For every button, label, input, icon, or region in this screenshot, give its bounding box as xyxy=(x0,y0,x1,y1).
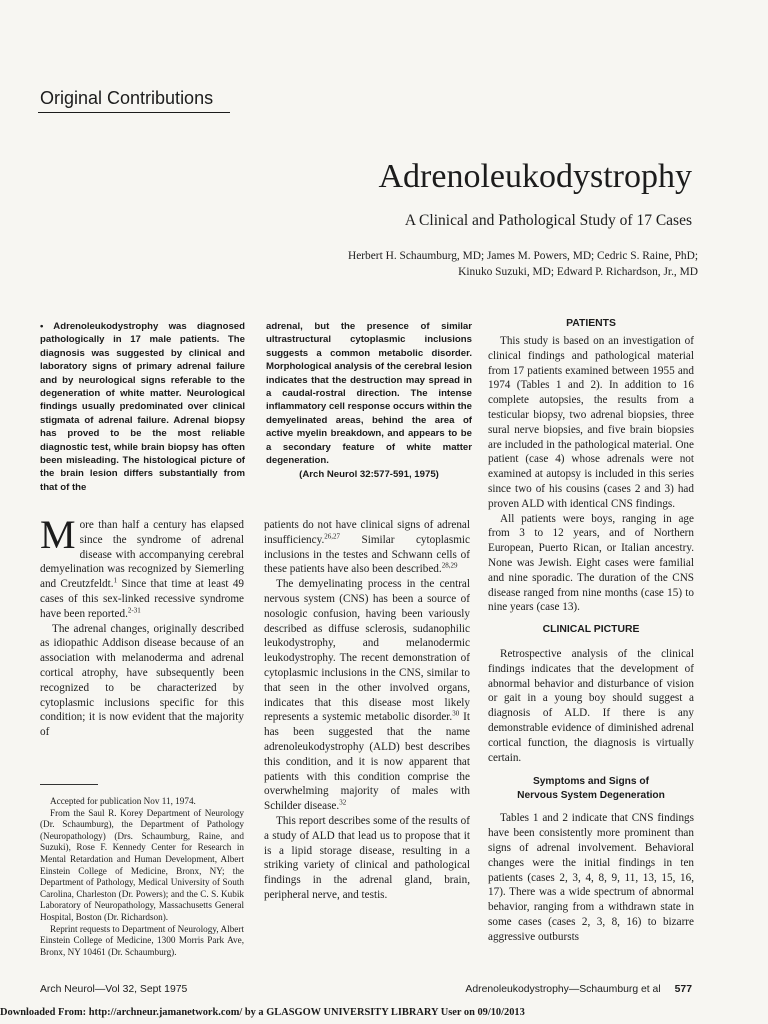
section-rule xyxy=(38,112,230,113)
abstract-citation: (Arch Neurol 32:577-591, 1975) xyxy=(299,469,439,481)
footer-journal: Arch Neurol—Vol 32, Sept 1975 xyxy=(40,984,188,995)
heading-patients: PATIENTS xyxy=(566,318,616,329)
section-label: Original Contributions xyxy=(40,88,214,108)
body-column-3 xyxy=(488,334,694,944)
article-title: Adrenoleukodystrophy xyxy=(378,158,692,195)
page-number: 577 xyxy=(674,984,692,995)
footer-running-head: Adrenoleukodystrophy—Schaumburg et al 577 xyxy=(465,984,692,995)
body-paragraph: The adrenal changes, originally described as idiopathic Addison disease because of an association with melanoderma and adrenal cortical atrophy, have subsequently been recognized to be characterized by cytoplasmic inclusions specific for this condition; it is now evident that the majority of xyxy=(40,622,244,739)
body-column-1 xyxy=(40,512,245,740)
reference-marker: 30 xyxy=(452,709,460,718)
authors-line-2: Kinuko Suzuki, MD; Edward P. Richardson, Jr., MD xyxy=(458,266,698,278)
body-paragraph: This study is based on an investigation of clinical findings and pathological material from 17 patients examined between 1955 and 1974 (Tables 1 and 2). In addition to 16 complete autopsies, the results from a testicular biopsy, two adrenal biopsies, three sural nerve biopsies, and five brain biopsies are included in the pathological material. One patient (case 4) whose adrenals were not examined at autopsy is included in this series since two of his cousins (cases 2 and 3) had proven ALD with identical CNS findings. xyxy=(488,335,694,510)
author-list xyxy=(348,248,698,280)
authors-line-1: Herbert H. Schaumburg, MD; James M. Powers, MD; Cedric S. Raine, PhD; xyxy=(347,250,698,262)
body-paragraph: Tables 1 and 2 indicate that CNS findings have been consistently more prominent than signs of adrenal involvement. Behavioral changes were the initial findings in ten patients (cases 2, 3, 4, 8, 9, 11, 13, 15, 16, 17). There was a wide spectrum of abnormal behavior, ranging from a withdrawn state in some cases (cases 2, 3, 8, 16) to bizarre aggressive outbursts xyxy=(488,812,694,943)
reference-marker: 28,29 xyxy=(441,561,458,570)
reference-marker: 26,27 xyxy=(324,532,341,541)
footnote-rule xyxy=(40,784,98,785)
article-subtitle: A Clinical and Pathological Study of 17 Cases xyxy=(404,212,692,229)
reference-marker: 2-31 xyxy=(127,606,141,615)
footnote-affiliations: From the Saul R. Korey Department of Neurology (Dr. Schaumburg), the Department of Pathology (Neuropathology) (Drs. Schaumburg, Raine, and Suzuki), Rose F. Kennedy Center for Research in Mental Retardation and Human Development, Albert Einstein College of Medicine, Bronx, NY; the Department of Pathology, Medical University of South Carolina, Charleston (Dr. Powers); and the C. S. Kubik Laboratory of Neuropathology, Massachusetts General Hospital, Boston (Dr. Richardson). xyxy=(40,807,244,922)
download-notice: Downloaded From: http://archneur.jamanetwork.com/ by a GLASGOW UNIVERSITY LIBRARY User on 09/10/2013 xyxy=(0,1007,525,1018)
reference-marker: 1 xyxy=(113,576,118,585)
abstract-text-1: • Adrenoleukodystrophy was diagnosed pathologically in 17 male patients. The diagnosis was suggested by clinical and laboratory signs of primary adrenal failure and by neurological signs referable to the degeneration of white matter. Neurological findings usually predominated over clinical stigmata of adrenal failure. Adrenal biopsy has proved to be the most reliable diagnostic test, while brain biopsy has often been misleading. The histological picture of the brain lesion differs substantially from that of the xyxy=(40,321,245,493)
body-column-2 xyxy=(264,518,470,903)
reference-marker: 32 xyxy=(339,798,347,807)
abstract-column-1 xyxy=(40,320,245,494)
footnote-accepted: Accepted for publication Nov 11, 1974. xyxy=(50,796,196,806)
body-paragraph: The demyelinating process in the central nervous system (CNS) has been a source of nosologic confusion, having been variously described as diffuse sclerosis, sudanophilic leukodystrophy, and melanodermic leukodystrophy. The recent demonstration of cytoplasmic inclusions in the CNS, similar to that seen in the other involved organs, indicates that this disease most likely represents a systemic metabolic disorder.$^{30}$ It has been suggested that the name adrenoleukodystrophy (ALD) best describes this condition, and it is now apparent that patients with this condition comprise the overwhelming majority of males with Schilder disease.$^{32}$ xyxy=(264,578,470,813)
body-paragraph: More than half a century has elapsed since the syndrome of adrenal disease with accompanying cerebral demyelination was recognized by Siemerling and Creutzfeldt.$^1$ Since that time at least 49 cases of this sex-linked recessive syndrome have been reported.$^{2-31}$ xyxy=(40,512,245,620)
abstract-text-2: adrenal, but the presence of similar ultrastructural cytoplasmic inclusions suggests a common metabolic disorder. Morphological analysis of the cerebral lesion indicates that the destruction may spread in a caudal-rostral direction. The intense inflammatory cell response occurs within the demyelinated areas, behind the area of active myelin breakdown, and appears to be a secondary feature of white matter degeneration. xyxy=(266,321,472,467)
body-paragraph: Retrospective analysis of the clinical findings indicates that the development of abnormal behavior and disturbance of vision or gait in a young boy should suggest a diagnosis of ALD. If there is any demonstrable evidence of diminished adrenal cortical function, the diagnosis is virtually certain. xyxy=(488,647,694,764)
subheading-symptoms: Symptoms and Signs of Nervous System Degeneration xyxy=(517,776,665,802)
footnotes xyxy=(40,796,244,958)
abstract-column-2 xyxy=(266,320,472,482)
body-paragraph: All patients were boys, ranging in age from 3 to 12 years, and of Northern European, Puerto Rican, or Italian ancestry. None was Jewish. Eight cases were familial and nine sporadic. The duration of the CNS disease ranged from nine months (case 15) to nine years (case 13). xyxy=(488,512,694,614)
body-paragraph: This report describes some of the results of a study of ALD that lead us to propose that it is a lipid storage disease, resulting in a striking variety of clinical and pathological findings in the adrenal gland, brain, peripheral nerve, and testis. xyxy=(264,814,470,901)
heading-clinical-picture: CLINICAL PICTURE xyxy=(542,624,640,636)
body-paragraph: patients do not have clinical signs of adrenal insufficiency.$^{26,27}$ Similar cytoplasmic inclusions in the testes and Schwann cells of these patients have also been described.$^{28,29}$ xyxy=(264,519,470,576)
drop-cap: M xyxy=(40,512,76,557)
footnote-reprints: Reprint requests to Department of Neurology, Albert Einstein College of Medicine, 1300 Morris Park Ave, Bronx, NY 10461 (Dr. Schaumburg). xyxy=(40,923,244,957)
